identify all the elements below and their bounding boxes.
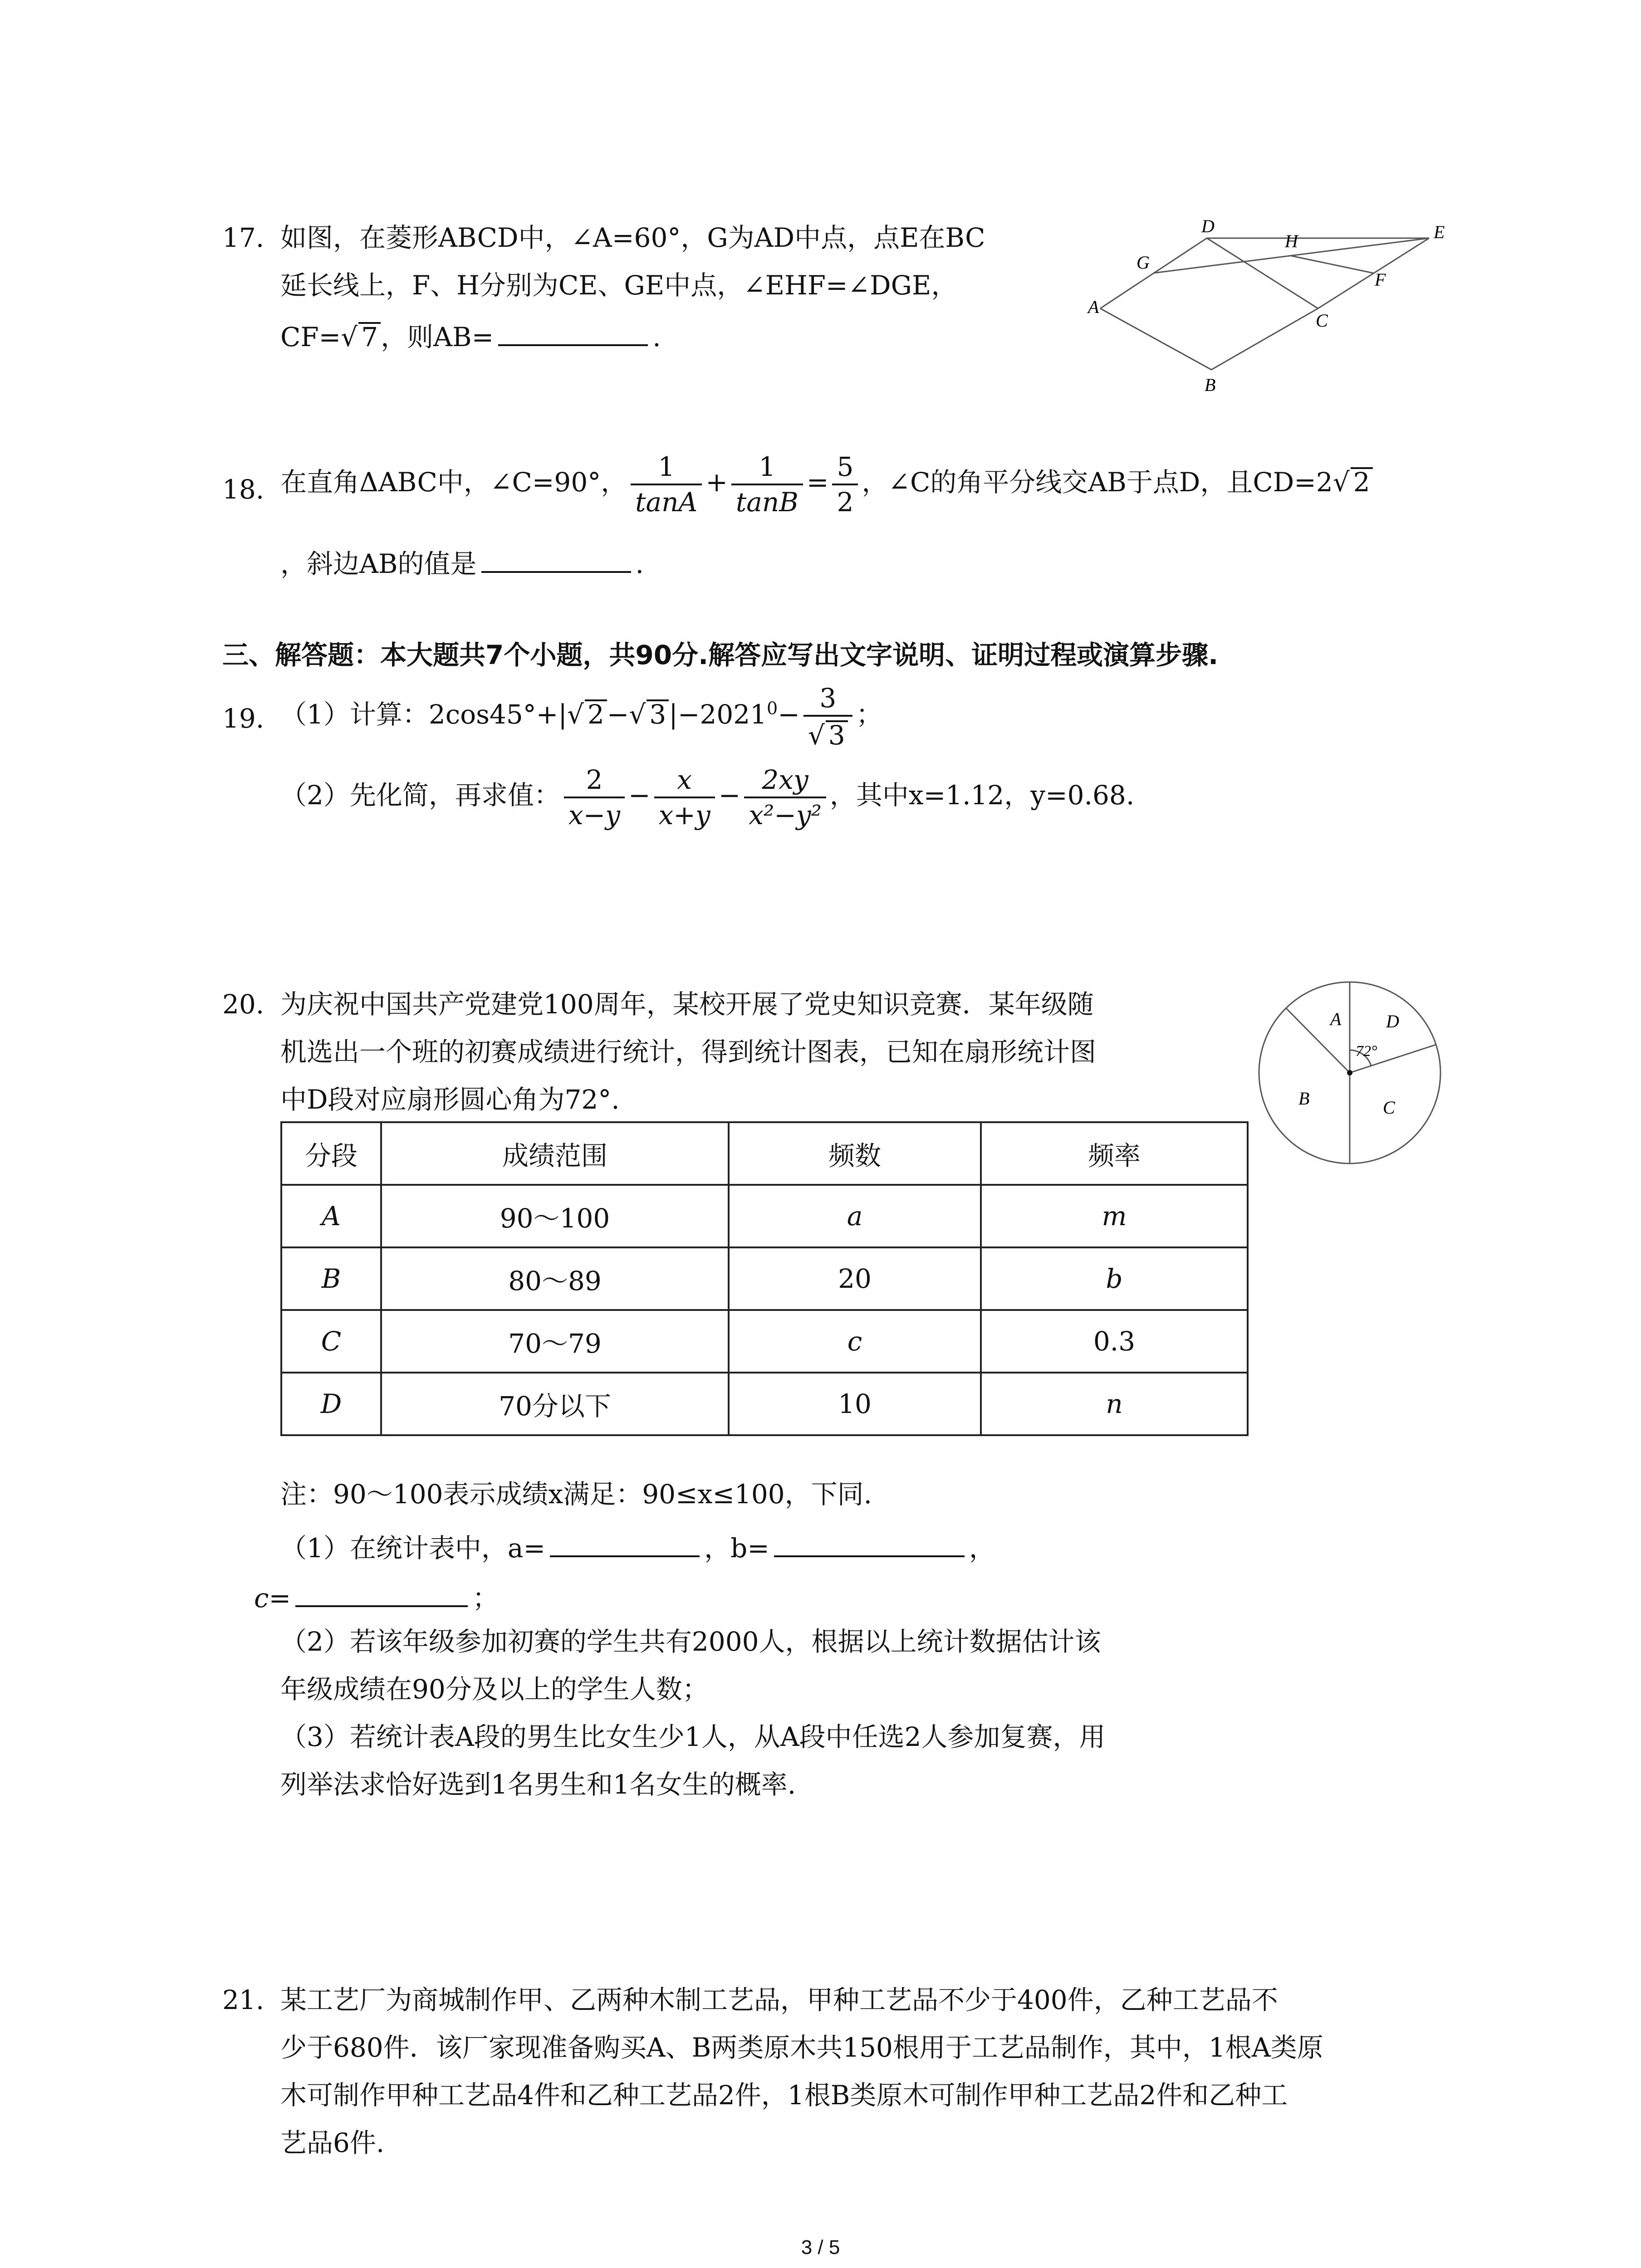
q19-p2-suffix: ，其中x=1.12，y=0.68. [829,780,1135,811]
table-cell: b [981,1247,1248,1310]
table-cell: a [729,1185,981,1247]
line-ce [1318,238,1429,308]
q17-answer-blank[interactable] [498,320,648,346]
q20-part-1 [280,1531,995,1564]
table-cell: c [729,1310,981,1373]
q17-end: . [652,322,661,352]
q17-line-3 [280,320,661,350]
fraction-numerator: 5 [837,451,854,482]
table-cell: 20 [729,1247,981,1310]
q20-note: 注：90～100表示成绩x满足：90≤x≤100，下同. [280,1479,872,1510]
q17-number: 17. [222,222,265,253]
table-cell: 10 [729,1373,981,1435]
q19-p2-fraction-1 [564,764,625,831]
pie-label-c: C [1383,1097,1395,1118]
q19-exponent: 0 [767,698,778,719]
sqrt-symbol: √ [808,720,825,751]
q19-p2-prefix: （2）先化简，再求值： [280,780,560,811]
q21-number: 21. [222,1984,265,2015]
q18-line-2 [280,547,644,577]
pie-chart [1257,975,1452,1170]
q19-part-2 [280,764,1135,831]
table-header: 频率 [981,1122,1248,1185]
table-header: 频数 [729,1122,981,1185]
q17-line-3-rest: ，则AB= [381,322,494,352]
label-d: D [1201,218,1215,236]
q19-p2-minus-1: − [628,780,651,811]
q19-p1-prefix: （1）计算：2cos45°+| [280,699,567,730]
table-cell: n [981,1373,1248,1435]
label-a: A [1088,297,1099,317]
table-row [281,1310,1248,1373]
sqrt-symbol: √ [341,322,358,352]
q17-line-2: 延长线上，F、H分别为CE、GE中点，∠EHF=∠DGE， [280,270,958,301]
fraction-denominator [803,715,852,751]
q20-part-2-line-2: 年级成绩在90分及以上的学生人数； [280,1674,709,1705]
grade-table [280,1121,1249,1436]
q19-p2-fraction-3 [744,764,826,831]
q20-part-3-line-2: 列举法求恰好选到1名男生和1名女生的概率. [280,1769,796,1800]
q18-line-2-text: ，斜边AB的值是 [280,548,477,579]
label-g: G [1136,252,1150,273]
table-header: 分段 [281,1122,381,1185]
fraction-denominator: 2 [832,484,858,515]
fraction-denominator: tanB [731,484,803,515]
pie-label-d: D [1386,1011,1399,1031]
table-row [281,1185,1248,1247]
table-row [281,1373,1248,1435]
q19-number: 19. [222,703,265,734]
table-cell: C [281,1310,381,1373]
label-f: F [1375,269,1386,290]
answer-blank-b[interactable] [774,1531,965,1557]
q18-answer-blank[interactable] [481,547,631,573]
table-cell: 0.3 [981,1310,1248,1373]
table-header-row [281,1122,1248,1185]
q18-radicand: 2 [1351,467,1373,495]
q20-part-2-line-1: （2）若该年级参加初赛的学生共有2000人，根据以上统计数据估计该 [280,1626,1101,1657]
label-c: C [1316,310,1328,331]
pie-angle-label: 72° [1356,1043,1377,1060]
fraction-denominator: x−y [564,797,625,828]
q17-cf-radicand: 7 [358,322,381,350]
q19-p2-fraction-2 [654,764,715,831]
table-cell: D [281,1373,381,1435]
q21-line-2: 少于680件．该厂家现准备购买A、B两类原木共150根用于工艺品制作，其中，1根A类原 [280,2032,1323,2063]
label-e: E [1434,222,1445,242]
pie-center [1347,1070,1352,1075]
answer-blank-a[interactable] [550,1531,700,1557]
table-header: 成绩范围 [381,1122,729,1185]
table-cell: 90～100 [381,1185,729,1247]
fraction-numerator: 1 [658,451,675,482]
fraction-denominator: x+y [654,797,715,828]
q19-p1-minus-2: − [778,699,800,730]
fraction-numerator: 1 [759,451,776,482]
q20-number: 20. [222,989,265,1020]
fraction-denominator: tanA [631,484,702,515]
fraction-numerator: 2 [586,764,603,795]
q19-part-1 [280,683,882,751]
q20-p1-c-label: c= [254,1583,291,1613]
sqrt-symbol: √ [629,699,646,730]
answer-blank-c[interactable] [295,1581,468,1607]
q18-fraction-2 [731,451,803,518]
table-row [281,1247,1248,1310]
q20-line-1: 为庆祝中国共产党建党100周年，某校开展了党史知识竞赛．某年级随 [280,989,1094,1020]
table-cell: B [281,1247,381,1310]
q18-line-1 [280,451,1373,518]
label-b: B [1205,375,1216,395]
sqrt-symbol: √ [567,699,584,730]
q18-middle: ，∠C的角平分线交AB于点D，且CD=2 [862,467,1333,498]
table-cell: m [981,1185,1248,1247]
line-hf [1291,256,1373,273]
sqrt-symbol: √ [1332,467,1350,498]
q19-p1-minus: − [607,699,629,730]
q17-cf-label: CF= [280,322,341,352]
q20-line-3: 中D段对应扇形圆心角为72°. [280,1084,620,1115]
pie-label-b: B [1298,1088,1310,1109]
q20-part-3-line-1: （3）若统计表A段的男生比女生少1人，从A段中任选2人参加复赛，用 [280,1721,1106,1752]
q18-fraction-1 [631,451,702,518]
rhombus-diagram [1075,218,1461,399]
q19-p1-after: |−2021 [669,699,767,730]
fraction-numerator: x [677,764,692,795]
table-cell: 70～79 [381,1310,729,1373]
table-cell: 80～89 [381,1247,729,1310]
q17-line-1: 如图，在菱形ABCD中，∠A=60°，G为AD中点，点E在BC [280,222,985,253]
q19-radicand-1: 2 [585,699,607,728]
table-cell: A [281,1185,381,1247]
q20-p1-comma: ， [969,1533,995,1564]
fraction-denominator: x²−y² [744,797,826,828]
q20-part-1-c [254,1581,499,1611]
q19-p1-end: ； [856,699,882,730]
label-h: H [1285,231,1298,251]
section-3-heading: 三、解答题：本大题共7个小题，共90分.解答应写出文字说明、证明过程或演算步骤. [222,640,1219,670]
rhombus-abcd [1100,238,1318,370]
pie-label-a: A [1330,1009,1342,1029]
q19-radicand-2: 3 [647,699,669,728]
q18-plus: + [705,467,728,498]
fraction-numerator: 3 [819,683,837,714]
q21-line-4: 艺品6件. [280,2127,385,2158]
q20-line-2: 机选出一个班的初赛成绩进行统计，得到统计图表，已知在扇形统计图 [280,1036,1097,1067]
q18-fraction-3 [832,451,858,518]
q18-end: . [635,548,644,579]
q20-p1-end: ； [472,1583,499,1613]
q19-fraction-radicand: 3 [826,720,848,748]
q20-p1-a-label: （1）在统计表中，a= [280,1533,546,1564]
q19-p2-minus-2: − [718,780,741,811]
page-number: 3 / 5 [801,2236,840,2258]
q18-number: 18. [222,474,265,505]
q19-fraction [803,683,852,751]
q18-eq: = [806,467,829,498]
q20-p1-b-label: ，b= [704,1533,769,1564]
q18-prefix: 在直角ΔABC中，∠C=90°， [280,467,627,498]
q21-line-1: 某工艺厂为商城制作甲、乙两种木制工艺品，甲种工艺品不少于400件，乙种工艺品不 [280,1984,1278,2015]
table-cell: 70分以下 [381,1373,729,1435]
fraction-numerator: 2xy [762,764,808,795]
q21-line-3: 木可制作甲种工艺品4件和乙种工艺品2件，1根B类原木可制作甲种工艺品2件和乙种工 [280,2080,1288,2111]
